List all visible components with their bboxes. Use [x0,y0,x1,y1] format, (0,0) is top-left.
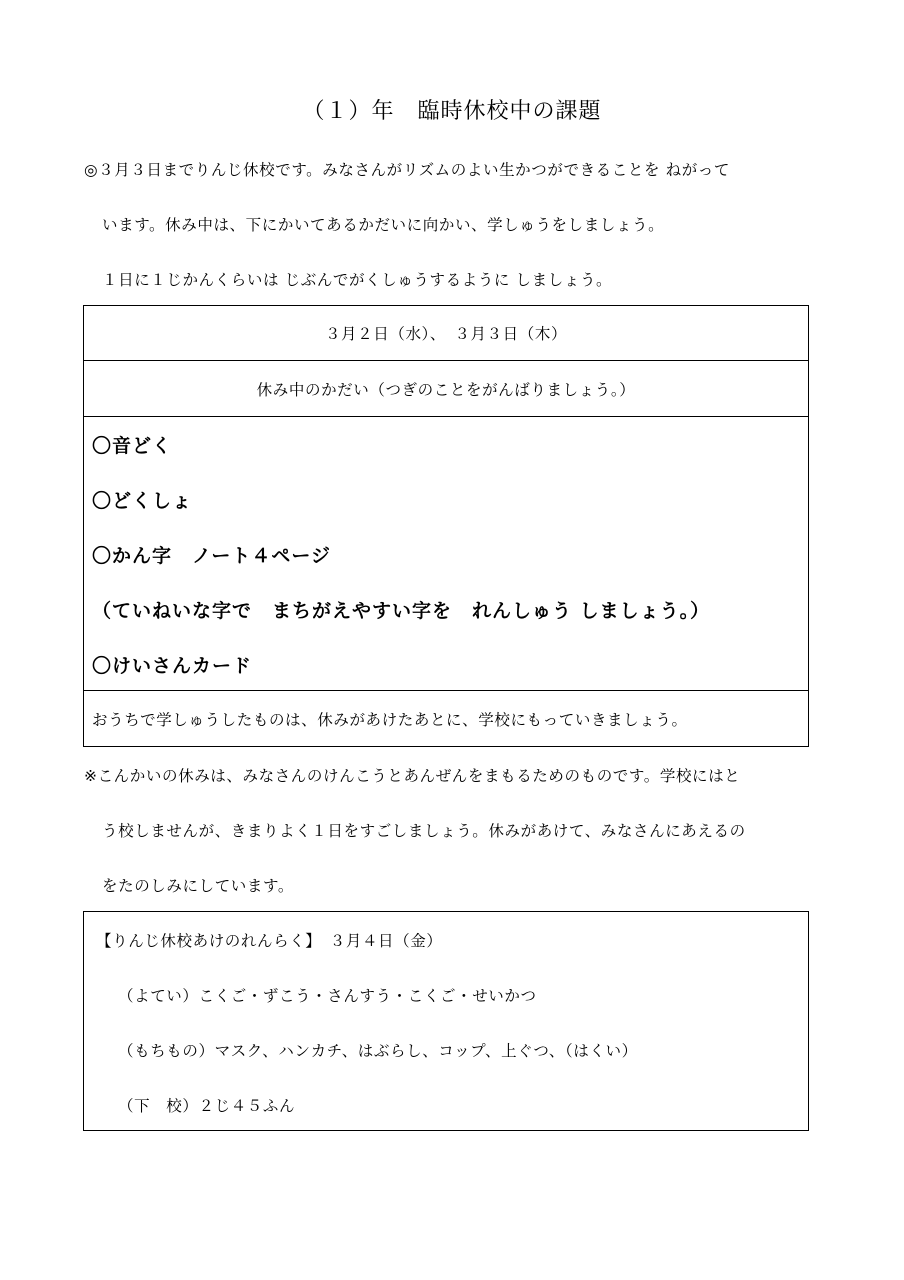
task-item-keisan: 〇けいさんカード [92,655,253,677]
intro-line-2: います。休み中は、下にかいてあるかだいに向かい、学しゅうをしましょう。 [102,216,665,234]
note-line-2: う校しませんが、きまりよく１日をすごしましょう。休みがあけて、みなさんにあえるの [102,822,746,840]
task-item-kanji: 〇かん字 ノート４ページ [92,545,332,567]
note-line-3: をたのしみにしています。 [102,877,294,895]
task-dates: ３月２日（水）、 ３月３日（木） [324,325,568,343]
table-divider [83,690,809,691]
table-divider [83,416,809,417]
contact-belongings: （もちもの）マスク、ハンカチ、はぶらし、コップ、上ぐつ、（はくい） [118,1042,638,1060]
task-heading: 休み中のかだい（つぎのことをがんばりましょう。） [256,381,636,399]
task-table [83,305,809,747]
task-item-kanji-note: （ていねいな字で まちがえやすい字を れんしゅう しましょう。） [92,600,711,622]
contact-heading: 【りんじ休校あけのれんらく】 ３月４日（金） [96,932,443,950]
table-divider [83,360,809,361]
task-item-ondoku: 〇音どく [92,435,173,457]
task-item-dokusho: 〇どくしょ [92,490,193,512]
contact-schedule: （よてい）こくご・ずこう・さんすう・こくご・せいかつ [118,987,537,1005]
intro-line-3: １日に１じかんくらいは じぶんでがくしゅうするように しましょう。 [102,271,613,289]
page-title: （１）年 臨時休校中の課題 [302,99,602,124]
contact-dismissal: （下 校）２じ４５ふん [118,1097,296,1115]
intro-line-1: ◎３月３日までりんじ休校です。みなさんがリズムのよい生かつができることを ねがって [84,161,731,179]
task-footer: おうちで学しゅうしたものは、休みがあけたあとに、学校にもっていきましょう。 [92,711,688,729]
note-line-1: ※こんかいの休みは、みなさんのけんこうとあんぜんをまもるためのものです。学校にはと [84,767,741,785]
